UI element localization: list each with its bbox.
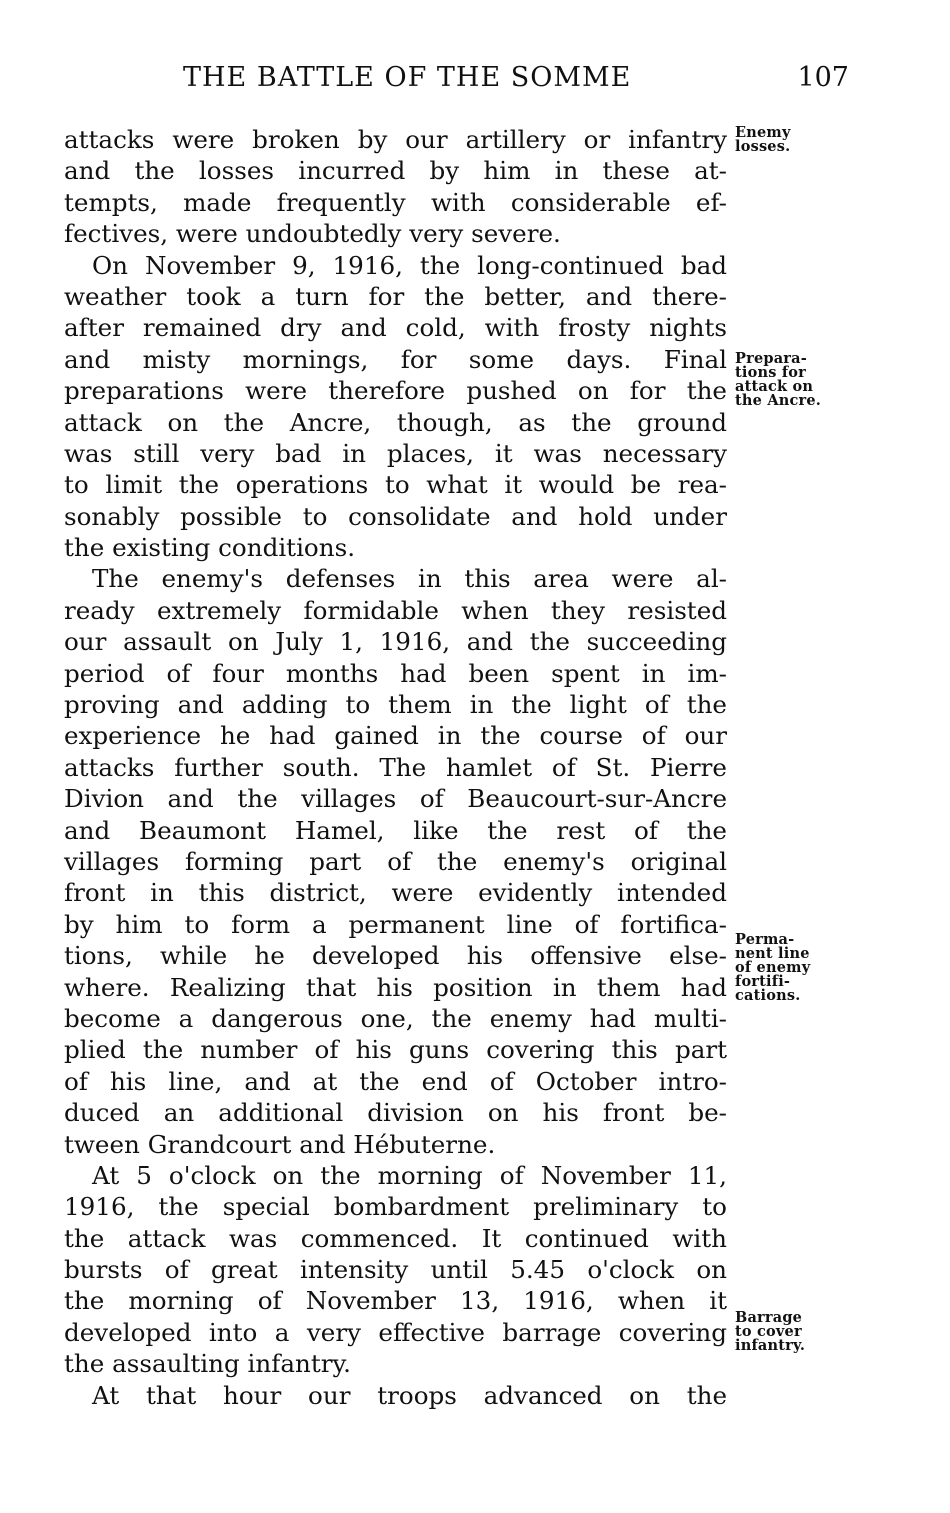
text-line: and Beaumont Hamel, like the rest of the [64,815,727,845]
text-line: tween Grandcourt and Hébuterne. [64,1129,496,1159]
margin-note-line: the Ancre. [735,392,822,409]
margin-note-preparations [735,352,850,408]
text-line: weather took a turn for the better, and there- [64,281,727,311]
text-line: the morning of November 13, 1916, when it [64,1286,727,1316]
text-line: developed into a very effective barrage covering [64,1317,727,1347]
text-line: duced an additional division on his front be- [64,1098,727,1128]
margin-note-line: Barrage [735,1309,803,1326]
margin-note-line: infantry. [735,1337,806,1354]
text-line: become a dangerous one, the enemy had multi- [64,1003,727,1033]
text-line: attacks further south. The hamlet of St. Pierre [64,752,727,782]
text-line: and misty mornings, for some days. Final [64,344,727,374]
text-line: to limit the operations to what it would be rea- [64,470,727,500]
margin-note-barrage [735,1311,850,1353]
text-line: proving and adding to them in the light of the [64,690,727,720]
text-line: our assault on July 1, 1916, and the succeeding [64,627,727,657]
margin-note-line: Prepara- [735,350,807,367]
margin-note-line: attack on [735,378,814,395]
margin-note-line: Enemy [735,124,791,141]
text-line: by him to form a permanent line of fortifica- [64,909,727,939]
margin-note-permanent-line [735,933,850,1003]
text-line: front in this district, were evidently intended [64,878,727,908]
text-line: 1916, the special bombardment preliminary to [64,1192,727,1222]
text-line: fectives, were undoubtedly very severe. [64,219,561,249]
text-line: villages forming part of the enemy's original [64,846,727,876]
running-header [183,62,849,102]
margin-note-line: losses. [735,138,791,155]
margin-note-line: to cover [735,1323,802,1340]
text-line: preparations were therefore pushed on for the [64,376,727,406]
text-line: bursts of great intensity until 5.45 o'clock on [64,1255,727,1285]
text-line: plied the number of his guns covering this part [64,1035,727,1065]
body-text [64,124,727,1411]
text-line: sonably possible to consolidate and hold under [64,501,727,531]
text-line: was still very bad in places, it was necessary [64,438,727,468]
running-title: THE BATTLE OF THE SOMME [183,62,632,93]
margin-note-enemy-losses [735,126,850,154]
text-line: attacks were broken by our artillery or infantry [64,125,727,154]
margin-note-line: tions for [735,364,806,381]
text-line: experience he had gained in the course of our [64,721,727,751]
margin-note-line: of enemy [735,959,811,976]
text-line: Divion and the villages of Beaucourt-sur-Ancre [64,784,727,814]
text-line: after remained dry and cold, with frosty nights [64,313,727,343]
text-line: ready extremely formidable when they resisted [64,595,727,625]
text-line: the assaulting infantry. [64,1349,351,1379]
text-line: period of four months had been spent in im- [64,658,727,688]
text-line: On November 9, 1916, the long-continued bad [92,250,727,280]
margin-note-line: fortifi- [735,973,791,990]
text-line: At that hour our troops advanced on the [92,1380,727,1410]
text-line: tempts, made frequently with considerable ef- [64,187,727,217]
text-line: of his line, and at the end of October intro- [64,1066,727,1096]
text-line: the attack was commenced. It continued with [64,1223,727,1253]
text-line: The enemy's defenses in this area were al- [92,564,727,594]
text-line: tions, while he developed his offensive else- [64,941,727,971]
text-line: attack on the Ancre, though, as the ground [64,407,727,437]
text-line: and the losses incurred by him in these at- [64,156,727,186]
text-line: the existing conditions. [64,533,356,563]
margin-note-line: Perma- [735,931,795,948]
margin-note-line: nent line [735,945,810,962]
page-number: 107 [797,62,849,93]
text-line: where. Realizing that his position in them had [64,972,727,1002]
text-line: At 5 o'clock on the morning of November 11, [92,1160,727,1190]
margin-note-line: cations. [735,987,801,1004]
